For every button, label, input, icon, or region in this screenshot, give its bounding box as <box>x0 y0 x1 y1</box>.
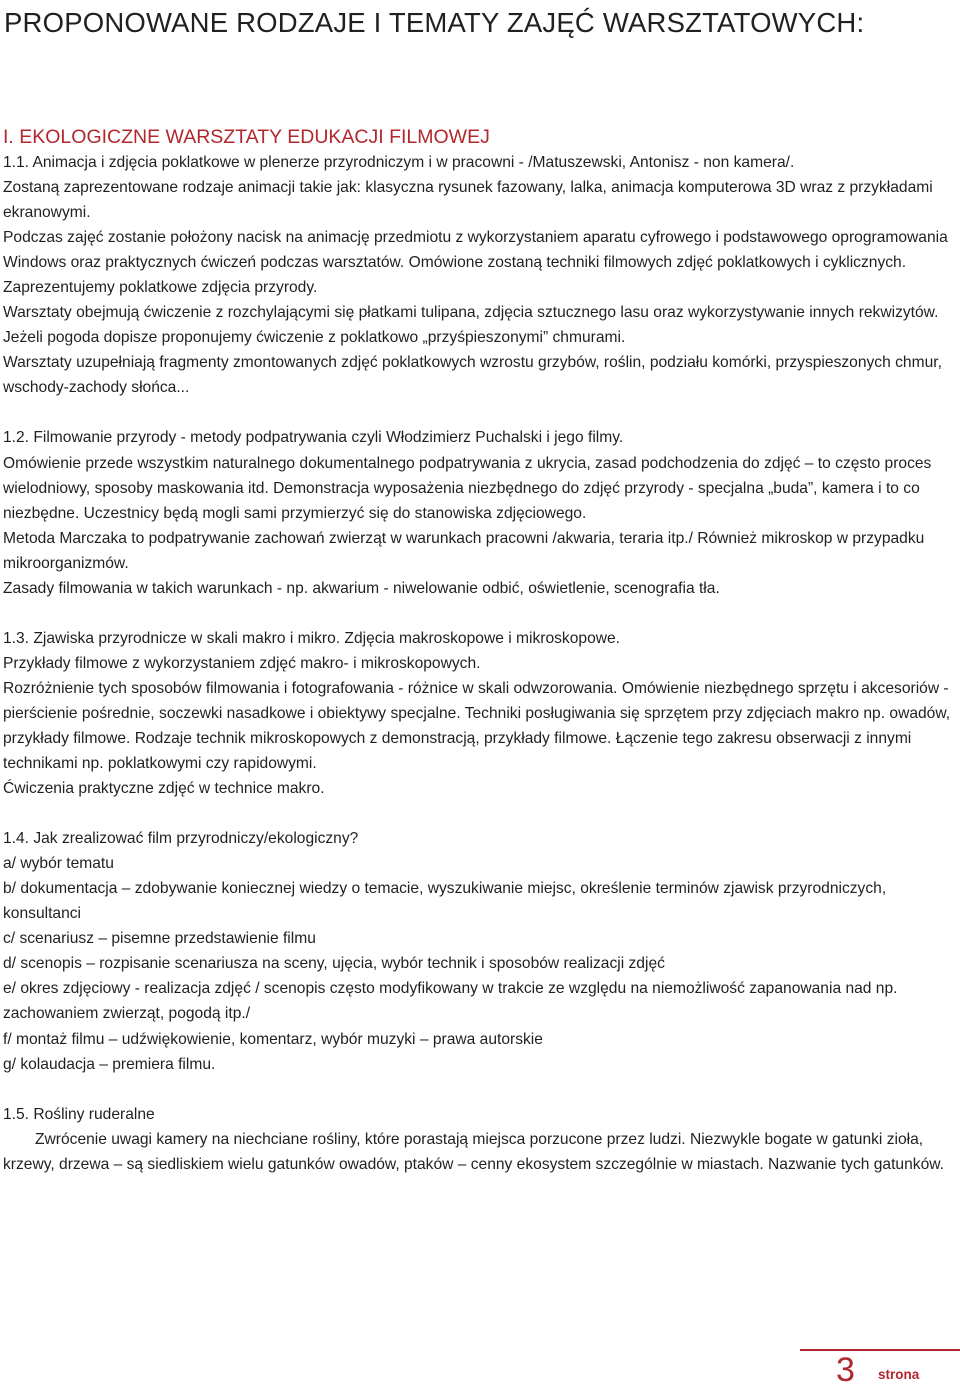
paragraph: Zasady filmowania w takich warunkach - np. akwarium - niwelowanie odbić, oświetlenie, scenografia tła. <box>3 579 720 597</box>
list-item: g/ kolaudacja – premiera filmu. <box>3 1055 216 1073</box>
paragraph: Jeżeli pogoda dopisze proponujemy ćwiczenie z poklatkowo „przyśpieszonymi” chmurami. <box>3 329 626 347</box>
section-heading: I. EKOLOGICZNE WARSZTATY EDUKACJI FILMOWEJ <box>3 126 490 148</box>
paragraph: Warsztaty uzupełniają fragmenty zmontowanych zdjęć poklatkowych wzrostu grzybów, roślin, podziału komórki, przyspieszonych chmur, wschody-zachody słońca... <box>3 354 942 397</box>
footer-rule <box>800 1349 960 1351</box>
list-item: d/ scenopis – rozpisanie scenariusza na sceny, ujęcia, wybór technik i sposobów realizacji zdjęć <box>3 955 665 973</box>
paragraph: Podczas zajęć zostanie położony nacisk na animację przedmiotu z wykorzystaniem aparatu cyfrowego i podstawowego oprogramowania Windows oraz praktycznych ćwiczeń podczas warsztatów. Omówione zostaną techniki filmowych zdjęć poklatkowych i cyklicznych. <box>3 229 948 272</box>
paragraph: Zwrócenie uwagi kamery na niechciane rośliny, które porastają miejsca porzucone przez ludzi. Niezwykle bogate w gatunki zioła, krzewy, drzewa – są siedliskiem wielu gatunków owadów, ptaków – cenny ekosystem szczególnie w miastach. Nazwanie tych gatunków. <box>3 1130 944 1173</box>
spacer <box>3 400 958 425</box>
list-item: b/ dokumentacja – zdobywanie koniecznej wiedzy o temacie, wyszukiwanie miejsc, określenie terminów zjawisk przyrodniczych, konsultanci <box>3 880 887 923</box>
paragraph-1-4-title: 1.4. Jak zrealizować film przyrodniczy/ekologiczny? <box>3 830 359 848</box>
paragraph-1-1-title: 1.1. Animacja i zdjęcia poklatkowe w plenerze przyrodniczym i w pracowni - /Matuszewski, Antonisz - non kamera/. <box>3 154 795 171</box>
paragraph-1-2-title: 1.2. Filmowanie przyrody - metody podpatrywania czyli Włodzimierz Puchalski i jego filmy. <box>3 429 624 447</box>
list-item: c/ scenariusz – pisemne przedstawienie filmu <box>3 930 316 948</box>
paragraph: Zaprezentujemy poklatkowe zdjęcia przyrody. <box>3 279 318 297</box>
list-item: e/ okres zdjęciowy - realizacja zdjęć / scenopis często modyfikowany w trakcie ze względu na niemożliwość zapanowania nad np. zachowaniem zwierząt, pogodą itp./ <box>3 980 898 1023</box>
paragraph-1-5-title: 1.5. Rośliny ruderalne <box>3 1105 155 1123</box>
paragraph: Przykłady filmowe z wykorzystaniem zdjęć makro- i mikroskopowych. <box>3 654 481 672</box>
document-body <box>3 124 958 1177</box>
spacer <box>3 801 958 826</box>
page-number: 3 <box>836 1351 855 1389</box>
page-footer <box>800 1345 960 1389</box>
paragraph: Rozróżnienie tych sposobów filmowania i fotografowania - różnice w skali odwzorowania. Omówienie niezbędnego sprzętu i akcesoriów - pierścienie pośrednie, soczewki nasadkowe i obiektywy specjalne. Techniki posługiwania się sprzętem przy zdjęciach makro np. owadów, przykłady filmowe. Rodzaje technik mikroskopowych z demonstracją, przykłady filmowe. Łączenie tego zakresu obserwacji z innymi technikami np. poklatkowymi czy rapidowymi. <box>3 679 951 773</box>
paragraph: Metoda Marczaka to podpatrywanie zachowań zwierząt w warunkach pracowni /akwaria, teraria itp./ Również mikroskop w przypadku mikroorganizmów. <box>3 529 925 572</box>
spacer <box>3 1077 958 1102</box>
paragraph: Ćwiczenia praktyczne zdjęć w technice makro. <box>3 780 325 798</box>
paragraph: Warsztaty obejmują ćwiczenie z rozchylającymi się płatkami tulipana, zdjęcia sztucznego lasu oraz wykorzystywanie innych rekwizytów. <box>3 304 939 322</box>
page-label: strona <box>878 1367 920 1382</box>
paragraph-1-3-title: 1.3. Zjawiska przyrodnicze w skali makro i mikro. Zdjęcia makroskopowe i mikroskopowe. <box>3 629 621 647</box>
list-item: f/ montaż filmu – udźwiękowienie, komentarz, wybór muzyki – prawa autorskie <box>3 1030 543 1048</box>
page-title: PROPONOWANE RODZAJE I TEMATY ZAJĘĆ WARSZTATOWYCH: <box>4 7 865 38</box>
spacer <box>3 601 958 626</box>
list-item: a/ wybór tematu <box>3 855 114 873</box>
paragraph: Omówienie przede wszystkim naturalnego dokumentalnego podpatrywania z ukrycia, zasad podchodzenia do zdjęć – to często proces wielodniowy, sposoby maskowania itd. Demonstracja wyposażenia niezbędnego do zdjęć przyrody - specjalna „buda”, kamera i to co niezbędne. Uczestnicy będą mogli sami przymierzyć się do stanowiska zdjęciowego. <box>3 454 932 522</box>
paragraph: Zostaną zaprezentowane rodzaje animacji takie jak: klasyczna rysunek fazowany, lalka, animacja komputerowa 3D wraz z przykładami ekranowymi. <box>3 179 933 222</box>
